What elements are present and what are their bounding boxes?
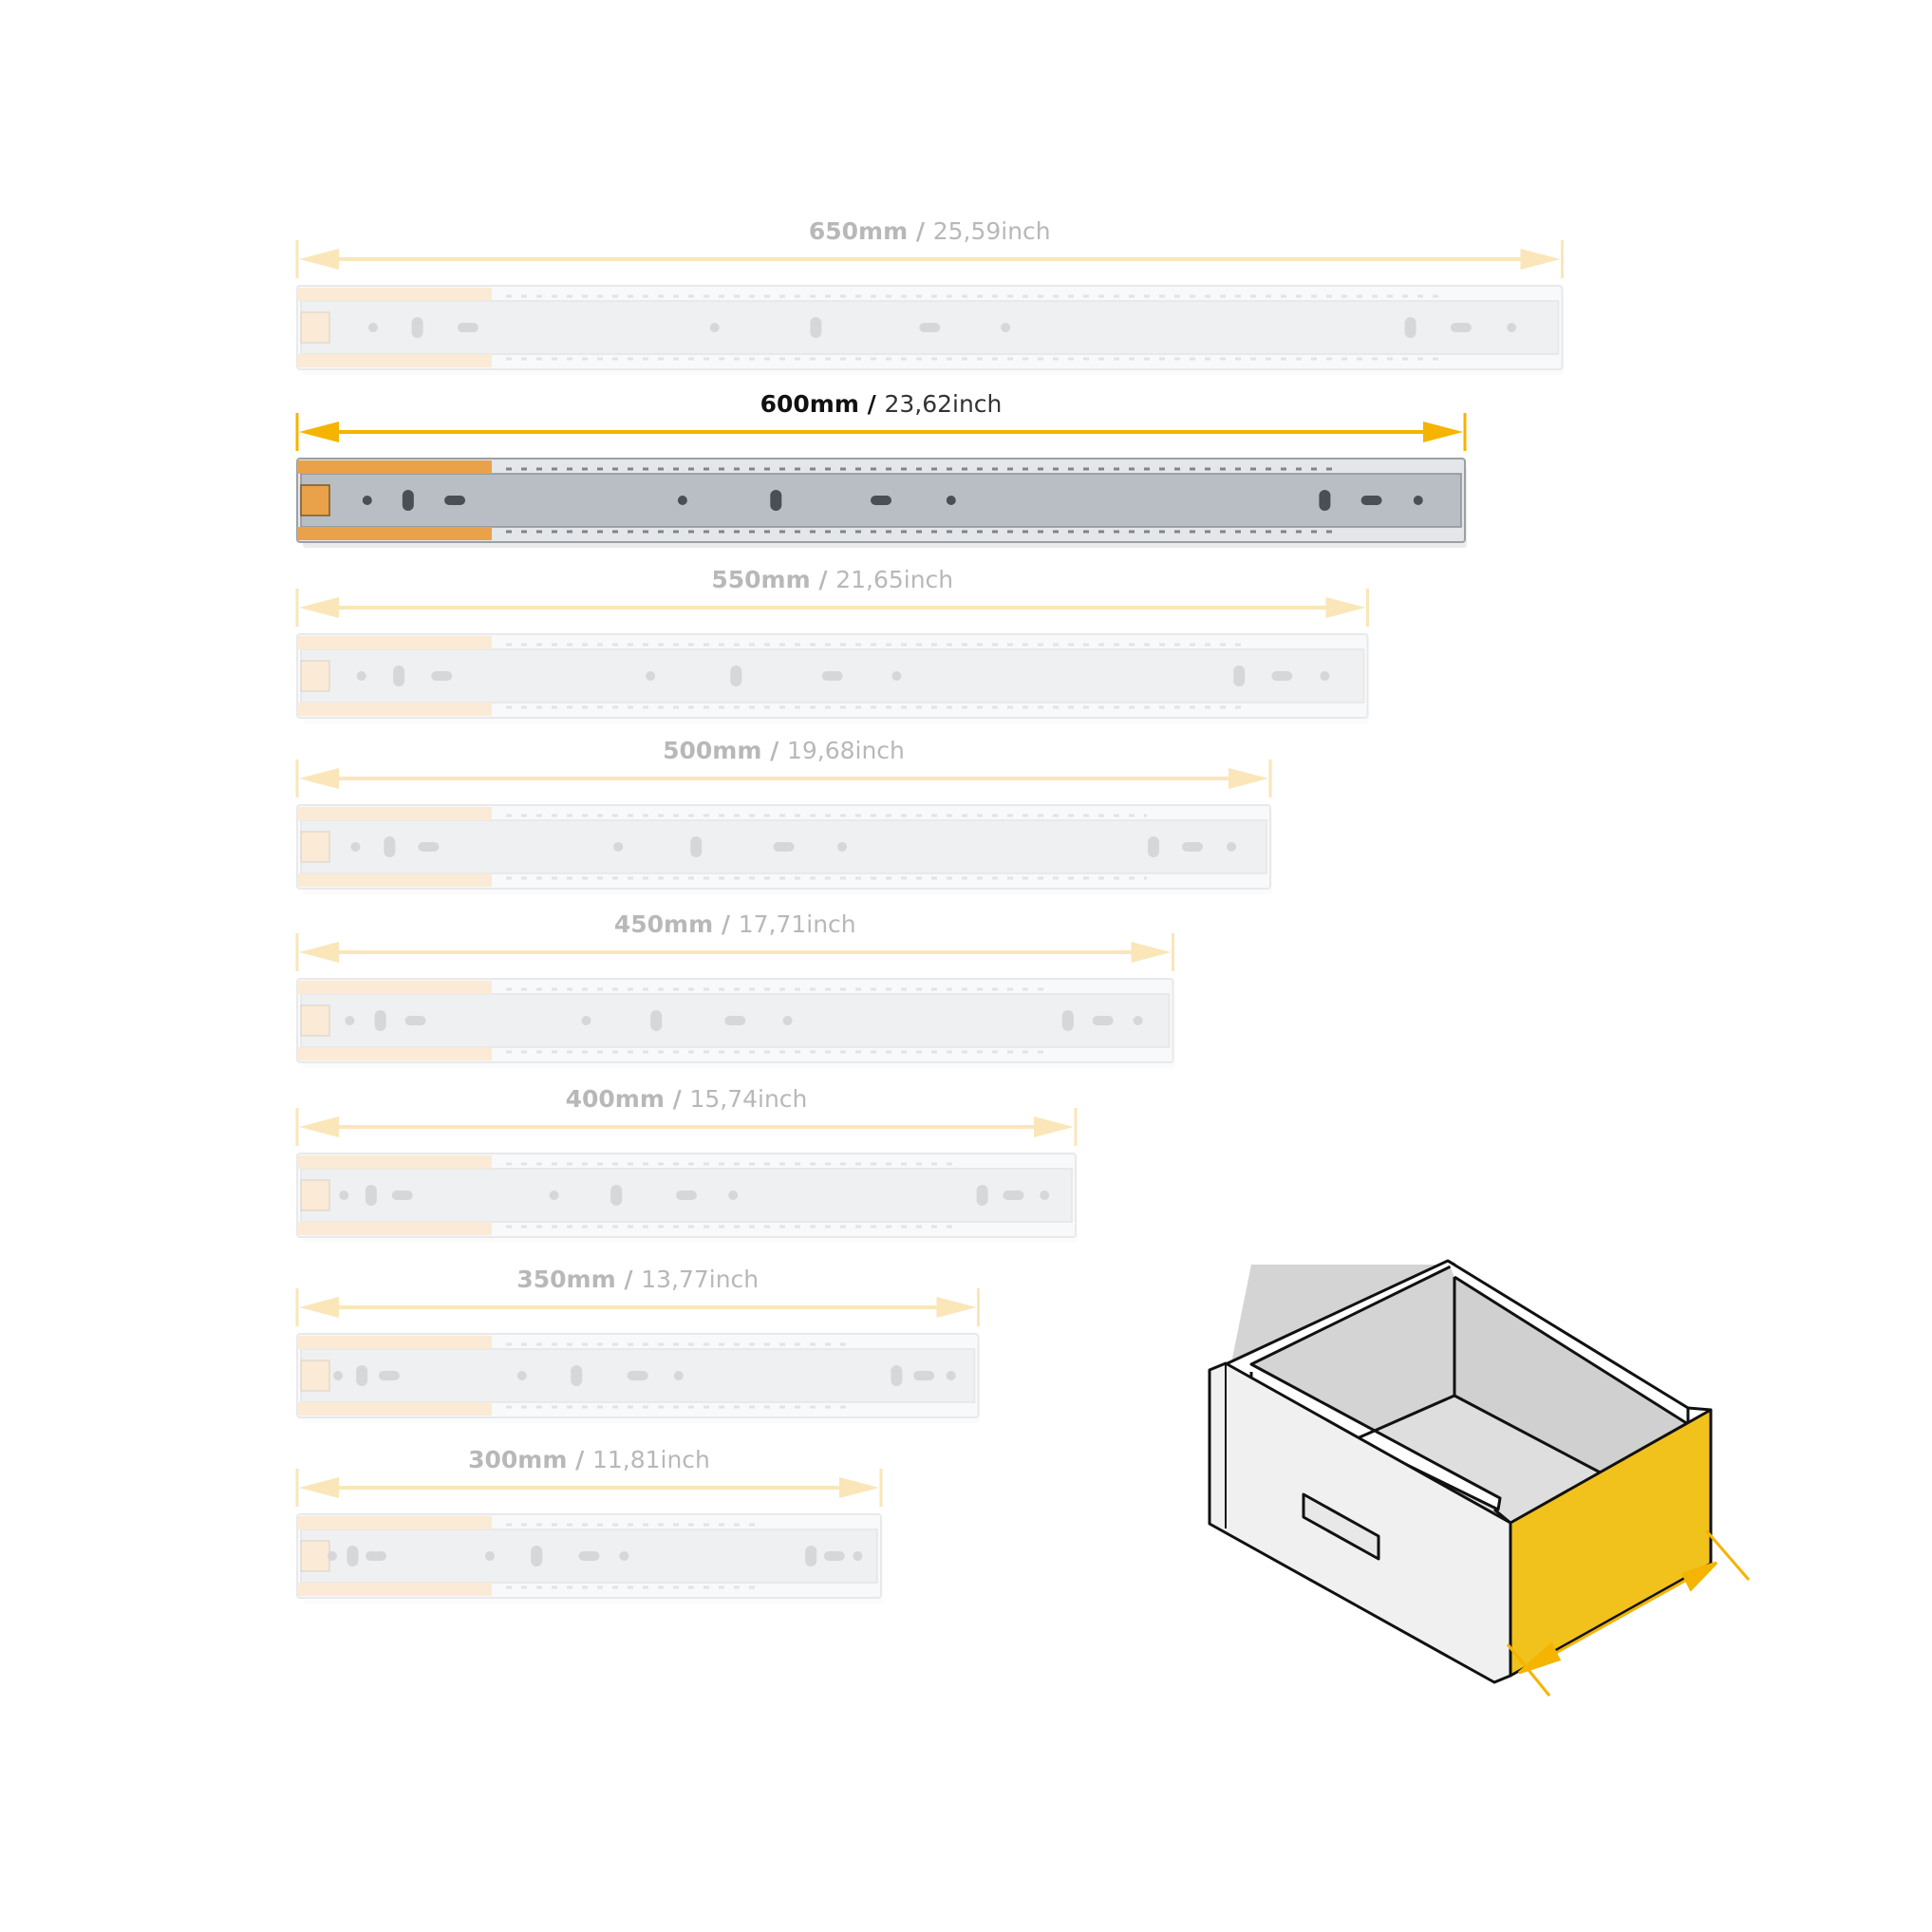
rail-length-mm: 300mm <box>468 1446 568 1473</box>
drawer-slide-rail <box>297 979 1175 1068</box>
dimension-arrow <box>297 413 1465 451</box>
rail-size-label <box>809 217 1051 245</box>
rail-length-inch: 17,71inch <box>738 910 856 938</box>
dimension-arrow <box>297 1469 881 1507</box>
drawer-depth-icon <box>1210 1261 1749 1696</box>
rail-size-label <box>516 1266 759 1293</box>
label-separator: / <box>664 1085 690 1113</box>
dimension-arrow <box>297 760 1270 797</box>
rail-size-label <box>566 1085 808 1113</box>
rail-size-label <box>760 390 1003 418</box>
label-separator: / <box>713 910 739 938</box>
rail-length-inch: 15,74inch <box>689 1085 808 1113</box>
rail-length-inch: 23,62inch <box>884 390 1003 418</box>
label-separator: / <box>567 1446 592 1473</box>
drawer-slide-rail <box>297 1334 981 1423</box>
label-separator: / <box>615 1266 642 1293</box>
rail-length-mm: 500mm <box>663 737 762 764</box>
rail-length-inch: 19,68inch <box>786 737 905 764</box>
rail-size-label <box>614 910 856 938</box>
label-separator: / <box>761 737 787 764</box>
label-separator: / <box>810 566 836 593</box>
rail-size-label <box>468 1446 710 1473</box>
rail-length-mm: 400mm <box>565 1085 665 1113</box>
rail-row[interactable] <box>297 737 1272 894</box>
rail-length-inch: 13,77inch <box>641 1266 760 1293</box>
drawer-slide-rail <box>297 1154 1078 1243</box>
drawer-slide-rail <box>297 1514 883 1604</box>
rail-row[interactable] <box>297 910 1175 1068</box>
rail-length-mm: 650mm <box>808 217 909 245</box>
label-separator: / <box>858 390 885 418</box>
drawer-slide-rail <box>297 634 1370 723</box>
dimension-arrow <box>297 1288 979 1326</box>
rail-row[interactable] <box>297 217 1565 375</box>
rail-row[interactable] <box>297 566 1370 723</box>
dimension-arrow <box>297 240 1563 278</box>
rail-row[interactable] <box>297 390 1467 548</box>
rail-row[interactable] <box>297 1446 883 1604</box>
rail-row[interactable] <box>297 1085 1078 1243</box>
dimension-arrow <box>297 933 1173 971</box>
rail-length-inch: 25,59inch <box>932 217 1051 245</box>
drawer-slide-rail <box>297 805 1272 894</box>
rail-size-label <box>663 737 905 764</box>
rail-length-mm: 450mm <box>613 910 714 938</box>
rail-row[interactable] <box>297 1266 981 1423</box>
drawer-slide-rail <box>297 459 1467 548</box>
rail-length-inch: 11,81inch <box>591 1446 710 1473</box>
dimension-arrow <box>297 1108 1076 1146</box>
rail-length-mm: 600mm <box>760 390 859 418</box>
label-separator: / <box>908 217 933 245</box>
dimension-arrow <box>297 589 1368 627</box>
rail-length-mm: 350mm <box>516 1266 616 1293</box>
drawer-slide-rail <box>297 286 1565 375</box>
rail-length-mm: 550mm <box>711 566 811 593</box>
rail-size-label <box>711 566 953 593</box>
rail-length-inch: 21,65inch <box>835 566 954 593</box>
